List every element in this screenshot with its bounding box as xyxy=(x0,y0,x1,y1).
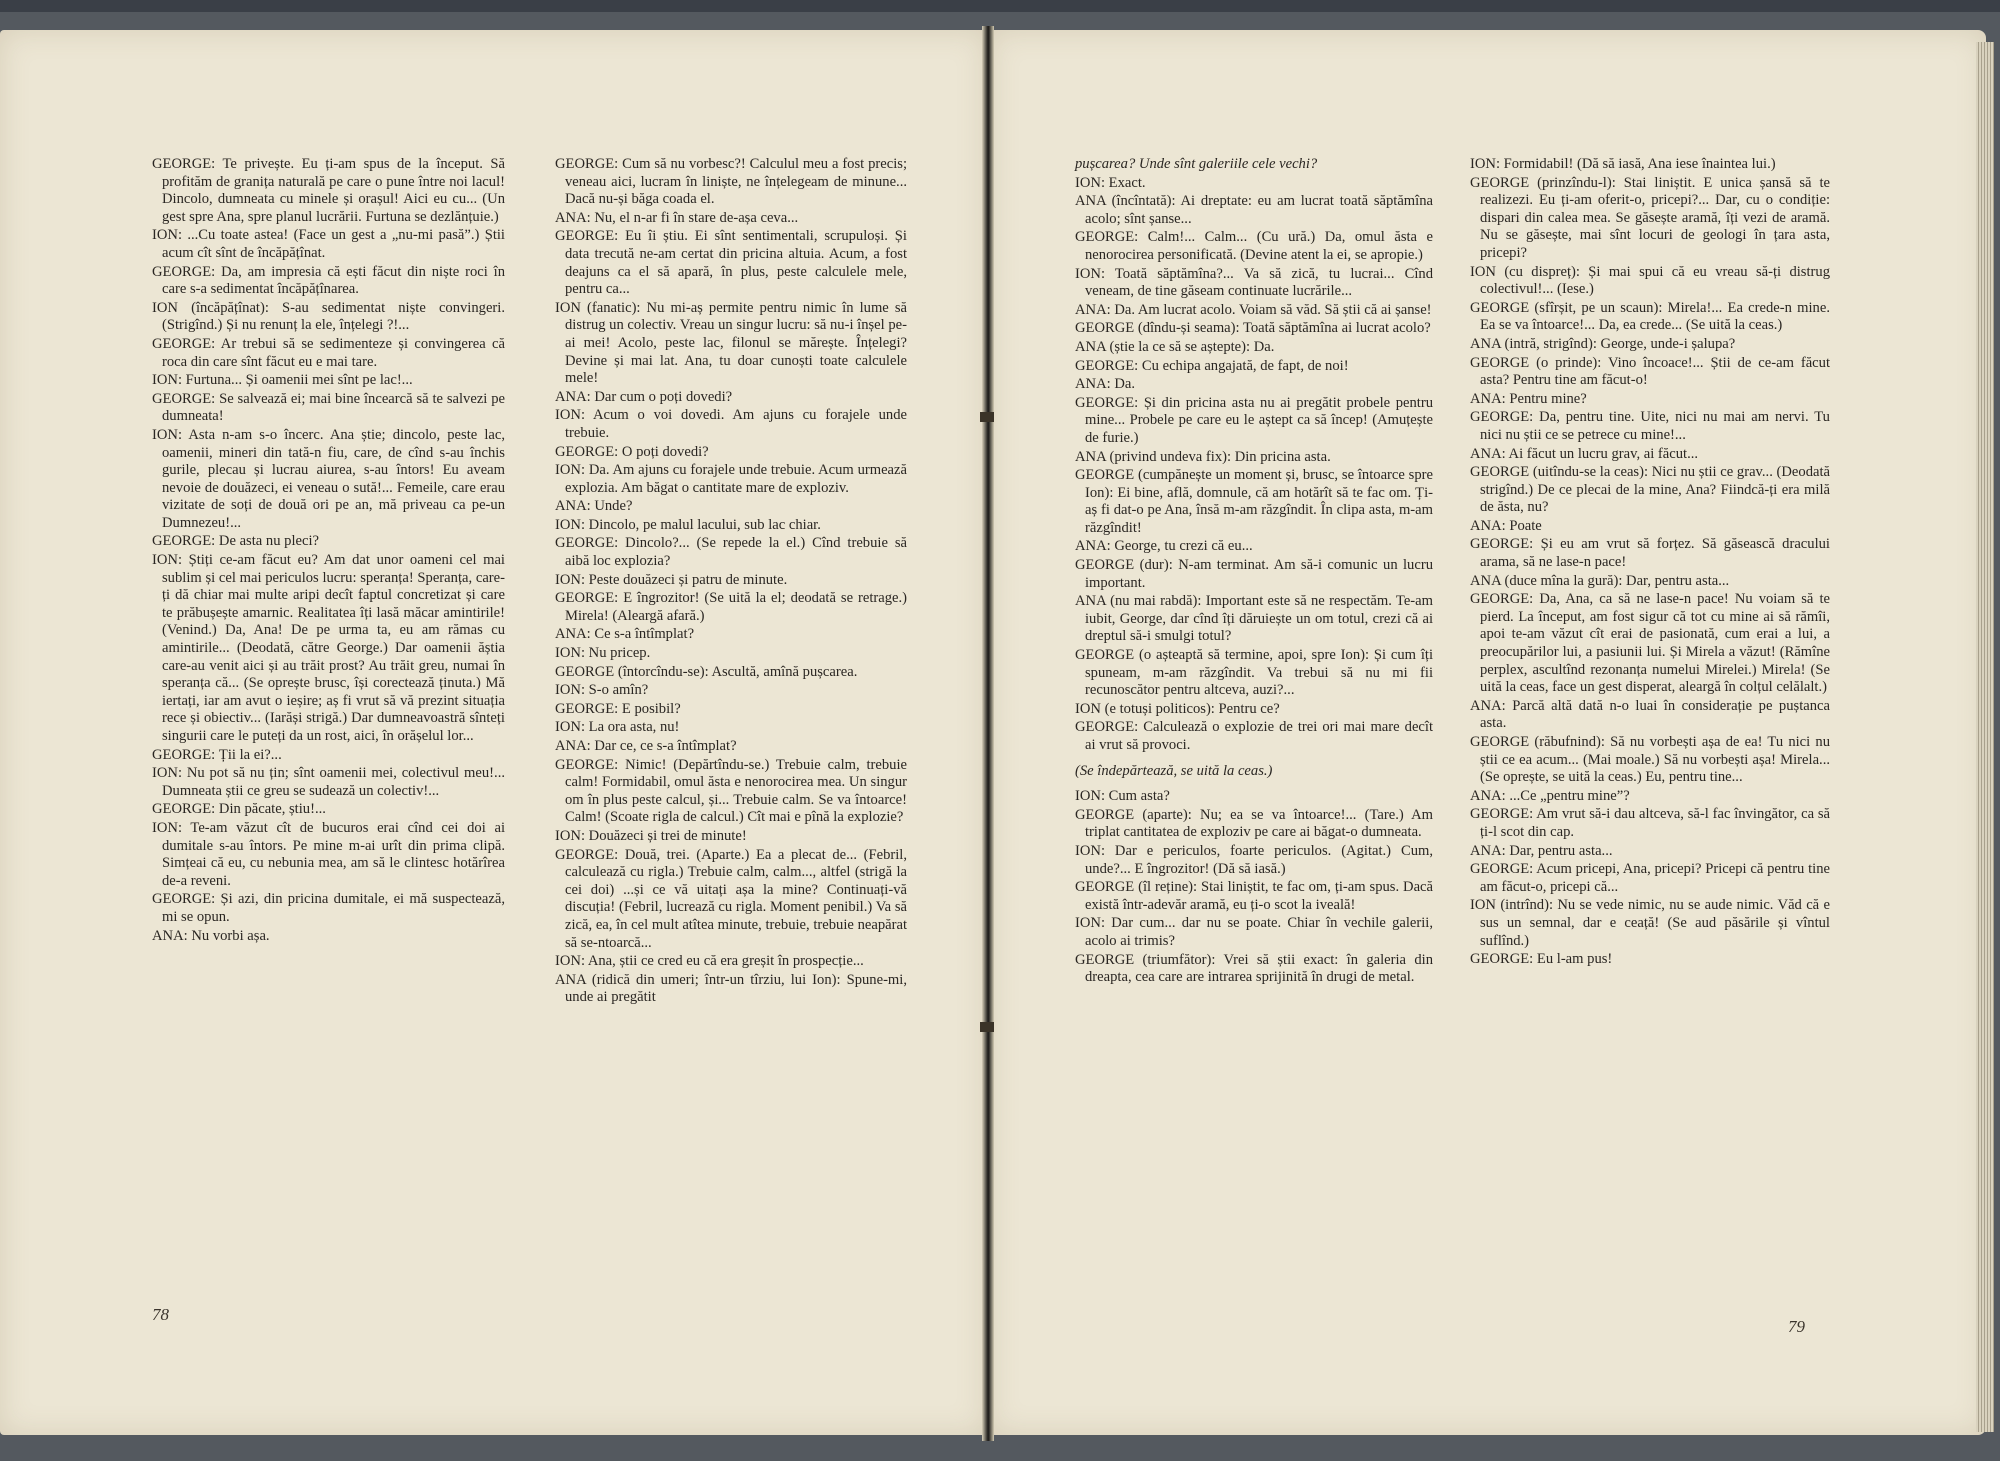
line-text: La ora asta, nu! xyxy=(588,719,680,736)
speaker-name: GEORGE: xyxy=(1075,357,1139,374)
speaker-name: ION: xyxy=(152,552,182,569)
speaker-name: GEORGE xyxy=(555,663,615,680)
dialogue-line xyxy=(152,747,505,765)
binding-mark xyxy=(980,1022,994,1032)
line-text: Acum pricepi, Ana, pricepi? Pricepi că pentru tine am făcut-o, pricepi că... xyxy=(1480,861,1831,895)
line-text: (sfîrșit, pe un scaun): Mirela!... Ea crede-n mine. Ea se va întoarce!... Da, ea crede... (Se uită la ceas.) xyxy=(1480,299,1830,334)
line-text: (nu mai rabdă): Important este să ne respectăm. Te-am iubit, George, dar cînd îți dăruiește un om totul, crezi că ai dreptul să-i smulgi totul? xyxy=(1085,593,1433,645)
dialogue-line xyxy=(152,427,505,533)
speaker-name: GEORGE xyxy=(1470,464,1530,481)
line-text: Da, pentru tine. Uite, nici nu mai am nervi. Tu nici nu știi ce se petrece cu mine!... xyxy=(1480,409,1830,443)
dialogue-line xyxy=(152,300,505,335)
dialogue-line xyxy=(1470,591,1830,697)
speaker-name: ANA: xyxy=(1075,538,1111,555)
speaker-name: GEORGE: xyxy=(152,746,216,763)
speaker-name: GEORGE: xyxy=(152,891,216,908)
speaker-name: ION xyxy=(1470,897,1496,914)
line-text: Formidabil! (Dă să iasă, Ana iese înaintea lui.) xyxy=(1503,156,1776,172)
speaker-name: ANA: xyxy=(555,209,591,226)
line-text: Da. Am ajuns cu forajele unde trebuie. Acum urmează explozia. Am băgat o cantitate mare de exploziv. xyxy=(565,462,907,496)
speaker-name: ANA: xyxy=(555,498,591,515)
speaker-name: GEORGE: xyxy=(1075,229,1139,246)
line-text: George, tu crezi că eu... xyxy=(1114,538,1253,555)
dialogue-line xyxy=(555,389,907,407)
binding-mark xyxy=(980,412,994,422)
speaker-name: GEORGE: xyxy=(1470,409,1534,426)
line-text: Și din pricina asta nu ai pregătit probele pentru mine... Probele pe care eu le aștept ca să încep! (Amuțește de furie.) xyxy=(1085,394,1433,446)
line-text: Peste douăzeci și patru de minute. xyxy=(588,571,788,588)
line-text: Te-am văzut cît de bucuros erai cînd cei doi ai dumitale s-au întors. Pe mine m-ai urît din prima clipă. Simțeai că eu, cu nebunia mea, am să le clintesc hotărîrea de-a reveni. xyxy=(162,819,505,889)
speaker-name: GEORGE xyxy=(1075,951,1135,968)
line-text: Dincolo, pe malul lacului, sub lac chiar. xyxy=(588,516,821,533)
dialogue-line xyxy=(1075,593,1433,646)
left-page xyxy=(0,30,986,1435)
line-text: (duce mîna la gură): Dar, pentru asta... xyxy=(1504,572,1730,589)
dialogue-line xyxy=(152,227,505,262)
dialogue-line xyxy=(1075,843,1433,878)
line-text: (fanatic): Nu mi-aș permite pentru nimic în lume să distrug un colectiv. Vreau un singur lucru: să nu-i înșel pe-ai mei! Acolo, peste lac, filonul se mărește. Înțelegi? Devine și mai lat. Ana, tu doar cunoști toate calculele mele! xyxy=(565,299,907,387)
speaker-name: ANA: xyxy=(1075,376,1111,393)
line-text: Cu echipa angajată, de fapt, de noi! xyxy=(1141,357,1349,374)
dialogue-line xyxy=(1470,536,1830,571)
dialogue-line xyxy=(555,444,907,462)
speaker-name: ANA: xyxy=(555,738,591,754)
line-text: (ridică din umeri; într-un tîrziu, lui Ion): Spune-mi, unde ai pregătit xyxy=(565,971,907,1006)
speaker-name: ION xyxy=(1075,700,1101,717)
speaker-name: ION: xyxy=(555,682,585,699)
dialogue-line xyxy=(1470,698,1830,733)
page-number-right: 79 xyxy=(1788,1317,1805,1336)
speaker-name: ION: xyxy=(555,827,585,844)
speaker-name: ANA xyxy=(1470,572,1501,589)
dialogue-line xyxy=(152,533,505,551)
dialogue-line xyxy=(152,765,505,800)
line-text: Ana, știi ce cred eu că era greșit în prospecție... xyxy=(587,953,864,970)
line-text: Cum să nu vorbesc?! Calculul meu a fost precis; veneau aici, lucram în liniște, ne înțelegeam de minune... Dacă nu-și băga coada el. xyxy=(565,156,907,208)
speaker-name: GEORGE xyxy=(1075,320,1135,337)
line-text: Da. Am lucrat acolo. Voiam să văd. Să știi că ai șanse! xyxy=(1114,301,1432,318)
dialogue-line xyxy=(152,264,505,299)
dialogue-line xyxy=(555,535,907,570)
dialogue-line xyxy=(152,801,505,819)
line-text: (prinzîndu-l): Stai liniștit. E unica șansă să te realizezi. Eu ți-am oferit-o, pricepi?... Dar, cu o condiție: dispari din calea mea. Se găsește aramă, îți vezi de aramă. Nu se găsește, mai sînt locuri de geologi în țara asta, pricepi? xyxy=(1480,174,1830,261)
line-text: Și eu am vrut să forțez. Să găsească dracului arama, să ne lase-n pace! xyxy=(1480,536,1830,571)
speaker-name: ION: xyxy=(555,516,585,533)
line-text: (privind undeva fix): Din pricina asta. xyxy=(1109,448,1331,465)
line-text: Și azi, din pricina dumitale, ei mă suspectează, mi se opun. xyxy=(162,891,505,925)
speaker-name: ANA: xyxy=(152,927,188,944)
dialogue-line xyxy=(555,300,907,388)
line-text: Poate xyxy=(1509,517,1542,534)
dialogue-line xyxy=(1470,175,1830,263)
dialogue-line xyxy=(1470,409,1830,444)
line-text: (aparte): Nu; ea se va întoarce!... (Tare.) Am triplat cantitatea de exploziv pe care ai băgat-o dumneata. xyxy=(1085,806,1433,841)
speaker-name: ANA xyxy=(1470,335,1501,352)
line-text: Furtuna... Și oamenii mei sînt pe lac!... xyxy=(185,372,413,389)
speaker-name: ION: xyxy=(152,227,182,244)
line-text: Acum o voi dovedi. Am ajuns cu forajele unde trebuie. xyxy=(565,407,907,441)
line-text: Da, Ana, ca să ne lase-n pace! Nu voiam să te pierd. La început, am fost sigur că tot cu mine ai să rămîi, apoi te-am văzut cît erai de pasionată, cum erai a lui, a preocupărilor lui, a pasiunii lui. Și Mirela a văzut! (Rămîne perplex, ascultînd rezonanța numelui Mirelei.) Mirela! (Se uită la ceas, face un gest disperat, aleargă în colțul celălalt.) xyxy=(1480,591,1830,696)
dialogue-line xyxy=(1470,300,1830,335)
dialogue-line xyxy=(1075,952,1433,987)
dialogue-line xyxy=(1470,355,1830,390)
dialogue-line xyxy=(152,891,505,926)
line-text: Te privește. Eu ți-am spus de la început. Să profităm de granița naturală pe care o pune între noi lacul! Dincolo, dumneata cu minele și orașul! Aici eu cu... (Un gest spre Ana, spre planul lucrării. Furtuna se dezlănțuie.) xyxy=(162,156,505,225)
speaker-name: GEORGE xyxy=(1470,734,1530,750)
dialogue-line xyxy=(1075,339,1433,357)
dialogue-line xyxy=(555,517,907,535)
speaker-name: ION: xyxy=(1075,788,1105,805)
dialogue-line xyxy=(1470,861,1830,896)
dialogue-line xyxy=(1075,538,1433,556)
line-text: Asta n-am s-o încerc. Ana știe; dincolo, peste lac, oamenii, mineri din tată-n fiu, care, de cînd s-au închis gurile, plecau și lucrau aiurea, s-au întors! Eu aveam nevoie de douăzeci, ei veneau o sută!... Femeile, care erau vizitate de soți de două ori pe an, mă priveau ca pe-un Dumnezeu!... xyxy=(162,426,505,531)
text-column-1 xyxy=(152,156,505,946)
page-edges xyxy=(1976,42,1994,1432)
speaker-name: GEORGE: xyxy=(152,156,216,172)
speaker-name: ION: xyxy=(555,571,585,588)
line-text: Ce s-a întîmplat? xyxy=(594,626,695,643)
right-page xyxy=(990,30,1986,1435)
speaker-name: ION xyxy=(1470,263,1496,280)
dialogue-line xyxy=(1470,391,1830,409)
speaker-name: ANA xyxy=(1075,338,1106,355)
line-text: Dar cum... dar nu se poate. Chiar în vechile galerii, acolo ai trimis? xyxy=(1085,915,1433,949)
line-text: (știe la ce să se aștepte): Da. xyxy=(1109,338,1275,355)
speaker-name: GEORGE xyxy=(1075,467,1135,484)
speaker-name: ION xyxy=(555,299,581,316)
dialogue-line xyxy=(152,820,505,890)
line-text: Calm!... Calm... (Cu ură.) Da, omul ăsta e nenorocirea personificată. (Devine atent la ei, se apropie.) xyxy=(1085,229,1434,263)
line-text: pușcarea? Unde sînt galeriile cele vechi? xyxy=(1075,156,1318,172)
dialogue-line xyxy=(1470,518,1830,536)
dialogue-line xyxy=(555,719,907,737)
speaker-name: GEORGE: xyxy=(555,228,619,245)
dialogue-line xyxy=(555,572,907,590)
dialogue-line xyxy=(1075,395,1433,448)
dialogue-line xyxy=(1470,336,1830,354)
line-text: Exact. xyxy=(1108,174,1146,191)
line-text: E posibil? xyxy=(621,700,681,717)
speaker-name: GEORGE: xyxy=(1470,951,1534,968)
line-text: (intră, strigînd): George, unde-i șalupa? xyxy=(1504,335,1736,352)
line-text: Douăzeci și trei de minute! xyxy=(588,827,747,844)
speaker-name: GEORGE: xyxy=(1470,536,1534,553)
line-text: (cu dispreț): Și mai spui că eu vreau să-ți distrug colectivul!... (Iese.) xyxy=(1480,263,1830,298)
line-text: Unde? xyxy=(594,498,633,515)
line-text: Am vrut să-i dau altceva, să-l fac învingător, ca să ți-l scot din cap. xyxy=(1480,806,1831,840)
dialogue-line xyxy=(555,156,907,209)
dialogue-line xyxy=(1075,807,1433,842)
speaker-name: GEORGE xyxy=(1470,174,1530,191)
dialogue-line xyxy=(555,738,907,756)
speaker-name: GEORGE: xyxy=(555,846,619,863)
line-text: Pentru mine? xyxy=(1509,390,1587,407)
line-text: (îl reține): Stai liniștit, te fac om, ți-am spus. Dacă există într-adevăr aramă, eu ți-o scot la iveală! xyxy=(1085,879,1433,913)
speaker-name: ION: xyxy=(152,372,182,389)
dialogue-line xyxy=(1075,156,1433,174)
speaker-name: ANA: xyxy=(555,626,591,643)
speaker-name: GEORGE xyxy=(1470,354,1530,371)
dialogue-line xyxy=(555,228,907,298)
dialogue-line xyxy=(555,210,907,228)
line-text: (o așteaptă să termine, apoi, spre Ion): Și cum îți spuneam, m-am răzgîndit. Va trebui să nu mi fii recunoscător pentru altceva, auzi?... xyxy=(1085,647,1433,699)
dialogue-line xyxy=(1470,788,1830,806)
line-text: Știți ce-am făcut eu? Am dat unor oameni cel mai sublim și cel mai periculos lucru: speranța! Speranța, care-ți dă chiar mai multe aripi decît faptul concretizat și care te prăbușește amarnic. Realitatea îți lasă măcar amintirile! (Venind.) Da, Ana! De pe urma ta, eu am rămas cu amintirile... (Deodată, către George.) Dar oamenii ăștia care-au venit aici și au trăit prost? Au trăit greu, numai în speranța că... (Se oprește brusc, își corectează ținuta.) Mă iertați, iar am avut o ieșire; aș fi vrut să vă prezint situația rece și obiectiv... (Iarăși strigă.) Dar dumneavoastră sînteți singurii care le puteți da un rost, aici, în orășelul lor... xyxy=(162,552,505,744)
speaker-name: GEORGE: xyxy=(152,335,216,352)
dialogue-line xyxy=(1470,573,1830,591)
line-text: Două, trei. (Aparte.) Ea a plecat de... (Febril, calculează cu rigla.) Trebuie calm, calm..., altfel (strigă la cei doi) ...și ce vă uitați așa la mine? Continuați-vă discuția! (Febril, lucrează cu rigla. Moment penibil.) Va să zică, ea, în cel mult atîtea minute, trebuie, trebuie neapărat să se-ntoarcă... xyxy=(565,846,908,951)
line-text: ...Cu toate astea! (Face un gest a „nu-mi pasă”.) Știi acum cît sînt de încăpățînat. xyxy=(162,227,505,261)
line-text: Ar trebui să se sedimenteze și convingerea că roca din care sînt făcut eu e mai tare. xyxy=(162,335,505,370)
dialogue-line xyxy=(1075,719,1433,754)
dialogue-line xyxy=(555,462,907,497)
dialogue-line xyxy=(555,407,907,442)
line-text: Ții la ei?... xyxy=(218,746,282,763)
dialogue-line xyxy=(1075,302,1433,320)
speaker-name: GEORGE xyxy=(1470,299,1530,316)
line-text: (încăpățînat): S-au sedimentat niște convingeri. (Strigînd.) Și nu renunț la ele, înțelegi ?!... xyxy=(162,299,505,334)
speaker-name: GEORGE: xyxy=(1470,861,1534,878)
line-text: Nu pricep. xyxy=(588,645,651,662)
dialogue-line xyxy=(1075,915,1433,950)
line-text: Nu, el n-ar fi în stare de-așa ceva... xyxy=(594,209,799,226)
line-text: Cum asta? xyxy=(1108,788,1170,805)
dialogue-line xyxy=(1470,156,1830,174)
dialogue-line xyxy=(555,682,907,700)
speaker-name: ION: xyxy=(1075,265,1105,282)
speaker-name: GEORGE: xyxy=(152,533,216,550)
speaker-name: ANA: xyxy=(1470,697,1506,714)
speaker-name: GEORGE: xyxy=(555,535,619,552)
speaker-name: GEORGE: xyxy=(1075,719,1139,736)
speaker-name: GEORGE: xyxy=(555,443,619,460)
speaker-name: ION: xyxy=(152,426,182,443)
line-text: (intrînd): Nu se vede nimic, nu se aude nimic. Văd că e sus un semnal, dar e ceață! (Se aud păsările și vîntul suflînd.) xyxy=(1480,897,1830,949)
dialogue-line xyxy=(555,828,907,846)
speaker-name: GEORGE: xyxy=(152,390,216,407)
line-text: (cumpănește un moment și, brusc, se întoarce spre Ion): Ei bine, află, domnule, că am hotărît să te fac om. Ți-aș fi dat-o pe Ana, însă m-am răzgîndit. În clipa asta, m-am răzgîndit! xyxy=(1085,467,1433,536)
dialogue-line xyxy=(1075,320,1433,338)
dialogue-line xyxy=(152,156,505,226)
speaker-name: ION: xyxy=(1075,174,1105,191)
dialogue-line xyxy=(1075,763,1433,781)
dialogue-line xyxy=(152,391,505,426)
speaker-name: ION: xyxy=(152,819,182,836)
line-text: Ai făcut un lucru grav, ai făcut... xyxy=(1508,445,1699,462)
dialogue-line xyxy=(1075,229,1433,264)
speaker-name: ION: xyxy=(555,719,585,736)
speaker-name: GEORGE: xyxy=(555,756,619,773)
text-column-3 xyxy=(1075,156,1433,988)
line-text: (dur): N-am terminat. Am să-i comunic un lucru important. xyxy=(1085,557,1433,591)
line-text: Parcă altă dată n-o luai în considerație pe puștanca asta. xyxy=(1480,697,1830,732)
dialogue-line xyxy=(1075,557,1433,592)
line-text: O poți dovedi? xyxy=(621,443,709,460)
speaker-name: GEORGE: xyxy=(555,700,619,717)
speaker-name: ION: xyxy=(1075,915,1105,932)
speaker-name: GEORGE: xyxy=(1470,591,1534,608)
dialogue-line xyxy=(1075,175,1433,193)
speaker-name: GEORGE xyxy=(1075,557,1135,574)
dialogue-line xyxy=(555,847,907,953)
speaker-name: GEORGE: xyxy=(555,156,619,172)
dialogue-line xyxy=(1075,788,1433,806)
line-text: Nu pot să nu țin; sînt oamenii mei, colectivul meu!... Dumneata știi ce greu se sudează un colectiv!... xyxy=(162,765,505,799)
dialogue-line xyxy=(1075,467,1433,537)
text-column-4 xyxy=(1470,156,1830,970)
line-text: (o prinde): Vino încoace!... Știi de ce-am făcut asta? Pentru tine am făcut-o! xyxy=(1480,354,1830,389)
speaker-name: ANA: xyxy=(555,388,591,405)
speaker-name: ANA: xyxy=(1470,445,1506,462)
line-text: (încîntată): Ai dreptate: eu am lucrat toată săptămîna acolo; sînt șanse... xyxy=(1085,193,1433,227)
line-text: Se salvează ei; mai bine încearcă să te salvezi pe dumneata! xyxy=(162,390,505,425)
dialogue-line xyxy=(152,336,505,371)
dialogue-line xyxy=(555,626,907,644)
dialogue-line xyxy=(1470,843,1830,861)
dialogue-line xyxy=(1075,193,1433,228)
line-text: Din păcate, știu!... xyxy=(218,801,326,818)
line-text: (răbufnind): Să nu vorbești așa de ea! Tu nici nu știi ce ea acum... (Mai moale.) Să nu vorbești așa! Mirela... (Se oprește, se uită la ceas.) Eu, pentru tine... xyxy=(1480,734,1830,786)
line-text: De asta nu pleci? xyxy=(218,533,319,550)
speaker-name: ION xyxy=(152,299,178,316)
dialogue-line xyxy=(1470,951,1830,969)
speaker-name: ANA xyxy=(555,971,586,988)
line-text: (Se îndepărtează, se uită la ceas.) xyxy=(1075,762,1273,779)
speaker-name: GEORGE xyxy=(1075,806,1135,823)
dialogue-line xyxy=(1470,264,1830,299)
line-text: Dar, pentru asta... xyxy=(1509,842,1613,859)
speaker-name: GEORGE: xyxy=(1075,394,1139,411)
text-column-2 xyxy=(555,156,907,1008)
speaker-name: ANA xyxy=(1075,448,1106,465)
speaker-name: ANA xyxy=(1075,593,1106,610)
speaker-name: ANA: xyxy=(1470,517,1506,534)
speaker-name: GEORGE xyxy=(1075,879,1135,896)
dialogue-line xyxy=(1075,701,1433,719)
dialogue-line xyxy=(1075,647,1433,700)
dialogue-line xyxy=(152,372,505,390)
line-text: Dar cum o poți dovedi? xyxy=(594,388,733,405)
speaker-name: GEORGE: xyxy=(555,590,619,607)
book-gutter xyxy=(982,26,994,1441)
dialogue-line xyxy=(555,953,907,971)
dialogue-line xyxy=(1075,376,1433,394)
line-text: (dîndu-și seama): Toată săptămîna ai lucrat acolo? xyxy=(1137,320,1431,337)
speaker-name: GEORGE xyxy=(1075,647,1135,664)
speaker-name: GEORGE: xyxy=(152,263,216,280)
dialogue-line xyxy=(152,552,505,746)
speaker-name: GEORGE: xyxy=(1470,806,1534,823)
dialogue-line xyxy=(555,701,907,719)
line-text: Calculează o explozie de trei ori mai mare decît ai vrut să provoci. xyxy=(1085,719,1434,753)
dialogue-line xyxy=(1075,449,1433,467)
dialogue-line xyxy=(1470,446,1830,464)
speaker-name: ION: xyxy=(1470,156,1500,172)
dialogue-line xyxy=(555,972,907,1007)
dialogue-line xyxy=(555,645,907,663)
dialogue-line xyxy=(1470,464,1830,517)
dialogue-line xyxy=(555,664,907,682)
line-text: (întorcîndu-se): Ascultă, amînă pușcarea. xyxy=(617,663,858,680)
speaker-name: ION: xyxy=(555,953,585,970)
line-text: S-o amîn? xyxy=(588,682,649,699)
line-text: Eu îi știu. Ei sînt sentimentali, scrupuloși. Și data trecută ne-am certat din pricina altuia. Acum, a fost deajuns ca el să apară, în plus, peste calculele mele, pentru ca... xyxy=(565,228,907,298)
line-text: Da, am impresia că ești făcut din niște roci în care s-a sedimentat încăpățînarea. xyxy=(162,263,505,298)
line-text: (triumfător): Vrei să știi exact: în galeria din dreapta, cea care are intrarea sprijinită în drugi de metal. xyxy=(1085,951,1433,986)
book-spread xyxy=(0,12,2000,1461)
speaker-name: ANA: xyxy=(1470,390,1506,407)
line-text: Dincolo?... (Se repede la el.) Cînd trebuie să aibă loc explozia? xyxy=(565,535,907,570)
speaker-name: ANA: xyxy=(1075,301,1111,318)
line-text: E îngrozitor! (Se uită la el; deodată se retrage.) Mirela! (Aleargă afară.) xyxy=(565,590,907,624)
line-text: Toată săptămîna?... Va să zică, tu lucrai... Cînd veneam, de tine găseam continuate lucrările... xyxy=(1085,265,1434,300)
line-text: Nu vorbi așa. xyxy=(191,927,270,944)
line-text: ...Ce „pentru mine”? xyxy=(1509,787,1630,804)
dialogue-line xyxy=(1075,266,1433,301)
line-text: Nimic! (Depărtîndu-se.) Trebuie calm, trebuie calm! Formidabil, omul ăsta e nenorocirea mea. Un singur om în plus peste calcul, și... Trebuie calm. Se va întoarce! Calm! (Scoate rigla de calcul.) Cît mai e pînă la explozie? xyxy=(565,756,908,826)
speaker-name: ION: xyxy=(152,765,182,782)
speaker-name: ION: xyxy=(555,407,585,424)
line-text: Eu l-am pus! xyxy=(1536,951,1613,968)
line-text: (uitîndu-se la ceas): Nici nu știi ce grav... (Deodată strigînd.) De ce plecai de la mine, Ana? Fiindcă-ți era milă de ăsta, nu? xyxy=(1480,464,1830,516)
dialogue-line xyxy=(555,498,907,516)
speaker-name: ION: xyxy=(555,645,585,662)
dialogue-line xyxy=(1470,806,1830,841)
line-text: (e totuși politicos): Pentru ce? xyxy=(1104,700,1280,717)
dialogue-line xyxy=(1075,358,1433,376)
speaker-name: ANA xyxy=(1075,193,1106,210)
dialogue-line xyxy=(555,757,907,827)
speaker-name: ION: xyxy=(1075,842,1105,859)
speaker-name: ANA: xyxy=(1470,842,1506,859)
dialogue-line xyxy=(152,928,505,946)
line-text: Dar e periculos, foarte periculos. (Agitat.) Cum, unde?... E îngrozitor! (Dă să iasă.) xyxy=(1085,842,1433,877)
line-text: Da. xyxy=(1114,376,1136,393)
speaker-name: ION: xyxy=(555,462,585,479)
dialogue-line xyxy=(555,590,907,625)
page-number-left: 78 xyxy=(152,1305,169,1324)
speaker-name: GEORGE: xyxy=(152,801,216,818)
line-text: Dar ce, ce s-a întîmplat? xyxy=(594,738,737,754)
dialogue-line xyxy=(1075,879,1433,914)
dialogue-line xyxy=(1470,897,1830,950)
dialogue-line xyxy=(1470,734,1830,787)
speaker-name: ANA: xyxy=(1470,787,1506,804)
